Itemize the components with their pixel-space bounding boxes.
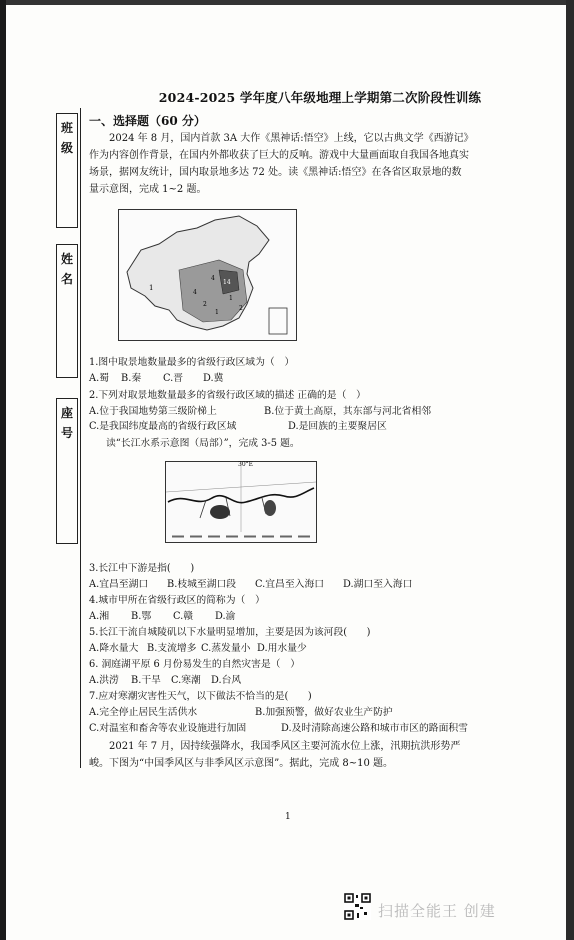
river-map-label: 30°E: [238, 461, 254, 468]
intro-paragraph-3: 2021 年 7 月，因持续强降水，我国季风区主要河流水位上涨，汛期抗洪形势严峻。下图为“中国季风区与非季风区示意图”。据此，完成 8~10 题。: [89, 741, 461, 769]
q1-option-d[interactable]: D.冀: [203, 373, 224, 384]
section-heading: 一、选择题（60 分）: [89, 114, 206, 128]
q6-option-a[interactable]: A.洪涝: [89, 675, 119, 686]
q5-option-b[interactable]: B.支流增多: [147, 643, 197, 654]
page-number: 1: [285, 812, 291, 822]
map-number-2: 14: [223, 279, 231, 286]
question-5: 5.长江干流自城陵矶以下水量明显增加，主要是因为该河段( ): [89, 627, 371, 638]
dongting-lake: [210, 505, 230, 519]
q3-option-c[interactable]: C.宜昌至入海口: [255, 579, 325, 590]
question-2: 2.下列对取景地数量最多的省级行政区域的描述 正确的是（ ）: [89, 390, 366, 401]
legend-strip: [168, 532, 314, 541]
map-number-6: 1: [215, 309, 219, 316]
south-sea-inset: [269, 308, 287, 334]
china-map-svg: [119, 210, 296, 340]
q2-option-d[interactable]: D.是回族的主要聚居区: [288, 421, 387, 432]
question-3: 3.长江中下游是指( ): [89, 563, 195, 574]
exam-title: 2024-2025 学年度八年级地理上学期第二次阶段性训练: [158, 90, 482, 105]
q7-option-d[interactable]: D.及时清除高速公路和城市市区的路面积雪: [281, 723, 468, 734]
q4-option-d[interactable]: D.渝: [215, 611, 236, 622]
class-label: 班 级: [60, 121, 73, 155]
q3-option-d[interactable]: D.湖口至入海口: [343, 579, 413, 590]
q1-option-b[interactable]: B.秦: [121, 373, 142, 384]
q7-option-a[interactable]: A.完全停止居民生活供水: [89, 707, 198, 718]
q1-option-c[interactable]: C.晋: [163, 373, 184, 384]
q5-option-a[interactable]: A.降水量大: [89, 643, 139, 654]
question-6: 6. 洞庭湖平原 6 月份易发生的自然灾害是（ ）: [89, 659, 301, 670]
q6-option-d[interactable]: D.台风: [211, 675, 242, 686]
yangtze-map-figure: [165, 461, 317, 543]
question-2-row-1: [89, 405, 431, 419]
map-number-5: 2: [239, 305, 243, 312]
question-3-options: [89, 578, 412, 592]
q3-option-b[interactable]: B.枝城至湖口段: [167, 579, 237, 590]
q4-option-b[interactable]: B.鄂: [131, 611, 152, 622]
question-6-options: [89, 674, 241, 688]
question-4-options: [89, 610, 235, 624]
intro-paragraph-2: 读“长江水系示意图（局部）”，完成 3-5 题。: [106, 438, 300, 449]
seat-box: [56, 398, 78, 544]
q3-option-a[interactable]: A.宜昌至湖口: [89, 579, 149, 590]
scanner-watermark: 扫描全能王 创建: [378, 902, 496, 920]
scan-edge-top: [0, 0, 574, 5]
q2-option-a[interactable]: A.位于我国地势第三级阶梯上: [89, 406, 217, 417]
yangtze-map-svg: [166, 462, 316, 542]
question-5-options: [89, 642, 307, 656]
question-2-row-2: [89, 420, 387, 434]
question-4: 4.城市甲所在省级行政区的简称为（ ）: [89, 595, 265, 606]
q5-option-d[interactable]: D.用水量少: [257, 643, 307, 654]
intro-paragraph-1: 2024 年 8 月，国内首款 3A 大作《黑神话:悟空》上线，它以古典文学《西游记》作为内容创作背景，在国内外都收获了巨大的反响。游戏中大量画面取自我国各地真实场景，据网友统计，国内取景地多达 72 处。读《黑神话:悟空》在各省区取景地的数量示意图，完成 1~2 题。: [89, 133, 469, 195]
map-number-3: 1: [229, 295, 233, 302]
china-map-figure: [118, 209, 297, 341]
name-label: 姓 名: [60, 252, 73, 286]
map-number-7: 4: [193, 289, 197, 296]
map-number-0: 1: [149, 284, 154, 292]
poyang-lake: [264, 500, 276, 516]
q1-option-a[interactable]: A.蜀: [89, 373, 109, 384]
question-1-options: [89, 372, 223, 386]
seat-label: 座 号: [60, 406, 73, 440]
qr-code-icon: [344, 893, 371, 920]
q6-option-c[interactable]: C.寒潮: [171, 675, 201, 686]
name-box: [56, 244, 78, 378]
class-box: [56, 113, 78, 228]
question-7-row-1: [89, 706, 393, 720]
shaded-provinces: [179, 260, 247, 322]
q4-option-a[interactable]: A.湘: [89, 611, 109, 622]
question-7: 7.应对寒潮灾害性天气，以下做法不恰当的是( ): [89, 691, 312, 702]
question-7-row-2: [89, 722, 468, 736]
binding-line: [80, 108, 81, 768]
q2-option-c[interactable]: C.是我国纬度最高的省级行政区域: [89, 421, 237, 432]
q7-option-b[interactable]: B.加强预警，做好农业生产防护: [255, 707, 393, 718]
map-number-1: 4: [211, 275, 215, 282]
question-1: 1.图中取景地数量最多的省级行政区域为（ ）: [89, 357, 295, 368]
q2-option-b[interactable]: B.位于黄土高原，其东部与河北省相邻: [264, 406, 432, 417]
q6-option-b[interactable]: B.干旱: [131, 675, 161, 686]
q7-option-c[interactable]: C.对温室和畜舍等农业设施进行加固: [89, 723, 247, 734]
q5-option-c[interactable]: C.蒸发量小: [201, 643, 251, 654]
map-number-4: 2: [203, 301, 207, 308]
q4-option-c[interactable]: C.赣: [173, 611, 194, 622]
scan-edge-right: [566, 0, 574, 940]
scan-edge-left: [0, 0, 6, 940]
